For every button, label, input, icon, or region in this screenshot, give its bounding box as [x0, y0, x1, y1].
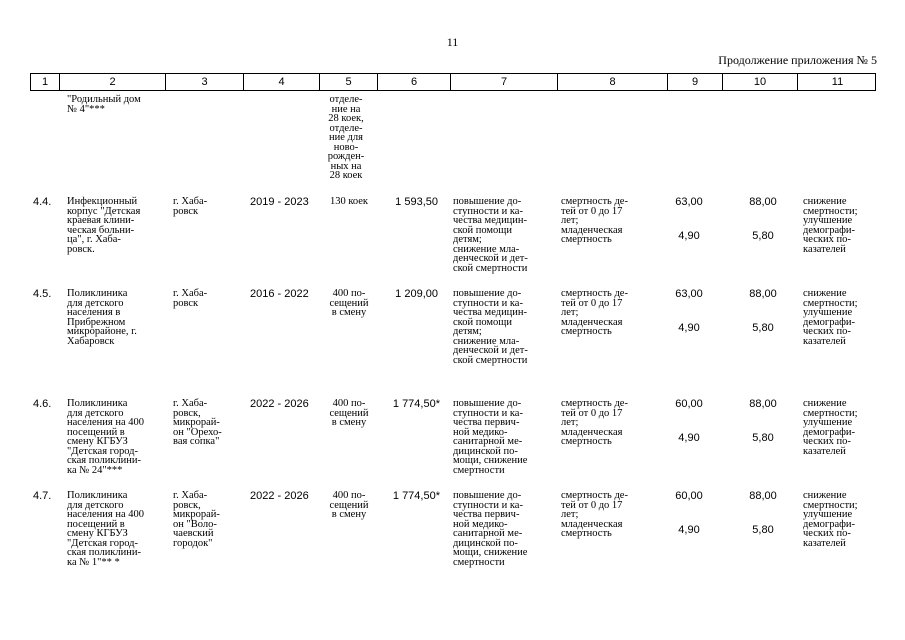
- row-number: 4.5.: [33, 288, 52, 300]
- object-name: Инфекционный корпус "Детская краевая клини- ческая больни- ца", г. Хаба- ровск.: [67, 196, 141, 255]
- location: г. Хаба- ровск: [173, 196, 208, 217]
- indicator: смертность де- тей от 0 до 17 лет; младенческая смертность: [561, 398, 628, 447]
- location: г. Хаба- ровск, микрорай- он "Орехо- вая сопка": [173, 398, 222, 447]
- page-number: 11: [446, 35, 459, 49]
- header-col-6: 6: [378, 74, 451, 90]
- table-header: [30, 73, 876, 91]
- cost: 1 774,50*: [392, 398, 440, 410]
- capacity: 400 по- сещений в смену: [329, 398, 369, 428]
- appendix-note: Продолжение приложения № 5: [718, 53, 877, 67]
- object-name: Поликлиника для детского населения на 400 посещений в смену КГБУЗ "Детская город- ская поликлини- ка № 1"** *: [67, 490, 144, 568]
- value-col10-b: 5,80: [752, 524, 774, 536]
- value-col9-a: 63,00: [675, 196, 703, 208]
- carry-capacity: отделе- ние на 28 коек, отделе- ние для ново- рожден- ных на 28 коек: [327, 94, 365, 181]
- value-col9-a: 60,00: [675, 398, 703, 410]
- value-col9-a: 60,00: [675, 490, 703, 502]
- value-col10-b: 5,80: [752, 230, 774, 242]
- value-col10-b: 5,80: [752, 322, 774, 334]
- value-col10-b: 5,80: [752, 432, 774, 444]
- header-col-7: 7: [451, 74, 558, 90]
- indicator: смертность де- тей от 0 до 17 лет; младенческая смертность: [561, 196, 628, 245]
- value-col9-b: 4,90: [678, 432, 700, 444]
- header-col-2: 2: [60, 74, 166, 90]
- effect: снижение смертности; улучшение демографи- ческих по- казателей: [803, 196, 858, 255]
- row-number: 4.4.: [33, 196, 52, 208]
- indicator: смертность де- тей от 0 до 17 лет; младенческая смертность: [561, 288, 628, 337]
- header-col-3: 3: [166, 74, 244, 90]
- value-col10-a: 88,00: [749, 288, 777, 300]
- cost: 1 593,50: [395, 196, 438, 208]
- value-col9-b: 4,90: [678, 322, 700, 334]
- goal: повышение до- ступности и ка- чества первич- ной медико- санитарной ме- дицинской по- мощи, снижение смертности: [453, 490, 528, 568]
- goal: повышение до- ступности и ка- чества медицин- ской помощи детям; снижение мла- денческой и дет- ской смертности: [453, 288, 528, 366]
- header-col-4: 4: [244, 74, 320, 90]
- value-col10-a: 88,00: [749, 398, 777, 410]
- row-number: 4.7.: [33, 490, 52, 502]
- indicator: смертность де- тей от 0 до 17 лет; младенческая смертность: [561, 490, 628, 539]
- header-col-11: 11: [831, 76, 844, 88]
- period: 2022 - 2026: [250, 398, 309, 410]
- header-col-8: 8: [558, 74, 668, 90]
- value-col10-a: 88,00: [749, 196, 777, 208]
- cost: 1 774,50*: [392, 490, 440, 502]
- capacity: 130 коек: [329, 196, 369, 207]
- goal: повышение до- ступности и ка- чества первич- ной медико- санитарной ме- дицинской по- мощи, снижение смертности: [453, 398, 528, 476]
- capacity: 400 по- сещений в смену: [329, 490, 369, 520]
- value-col9-b: 4,90: [678, 524, 700, 536]
- capacity: 400 по- сещений в смену: [329, 288, 369, 318]
- effect: снижение смертности; улучшение демографи- ческих по- казателей: [803, 398, 858, 457]
- effect: снижение смертности; улучшение демографи- ческих по- казателей: [803, 288, 858, 347]
- carry-name: "Родильный дом № 4"***: [67, 94, 141, 115]
- effect: снижение смертности; улучшение демографи- ческих по- казателей: [803, 490, 858, 549]
- row-number: 4.6.: [33, 398, 52, 410]
- header-col-1: 1: [31, 74, 60, 90]
- header-col-10: 10: [723, 74, 798, 90]
- location: г. Хаба- ровск: [173, 288, 208, 309]
- cost: 1 209,00: [395, 288, 438, 300]
- location: г. Хаба- ровск, микрорай- он "Воло- чаевский городок": [173, 490, 220, 549]
- object-name: Поликлиника для детского населения в Прибрежном микрорайоне, г. Хабаровск: [67, 288, 137, 347]
- value-col9-a: 63,00: [675, 288, 703, 300]
- header-col-5: 5: [320, 74, 378, 90]
- header-col-9: 9: [668, 74, 723, 90]
- value-col9-b: 4,90: [678, 230, 700, 242]
- period: 2022 - 2026: [250, 490, 309, 502]
- value-col10-a: 88,00: [749, 490, 777, 502]
- goal: повышение до- ступности и ка- чества медицин- ской помощи детям; снижение мла- денческой и дет- ской смертности: [453, 196, 528, 274]
- object-name: Поликлиника для детского населения на 400 посещений в смену КГБУЗ "Детская город- ская поликлини- ка № 24"***: [67, 398, 144, 476]
- period: 2016 - 2022: [250, 288, 309, 300]
- period: 2019 - 2023: [250, 196, 309, 208]
